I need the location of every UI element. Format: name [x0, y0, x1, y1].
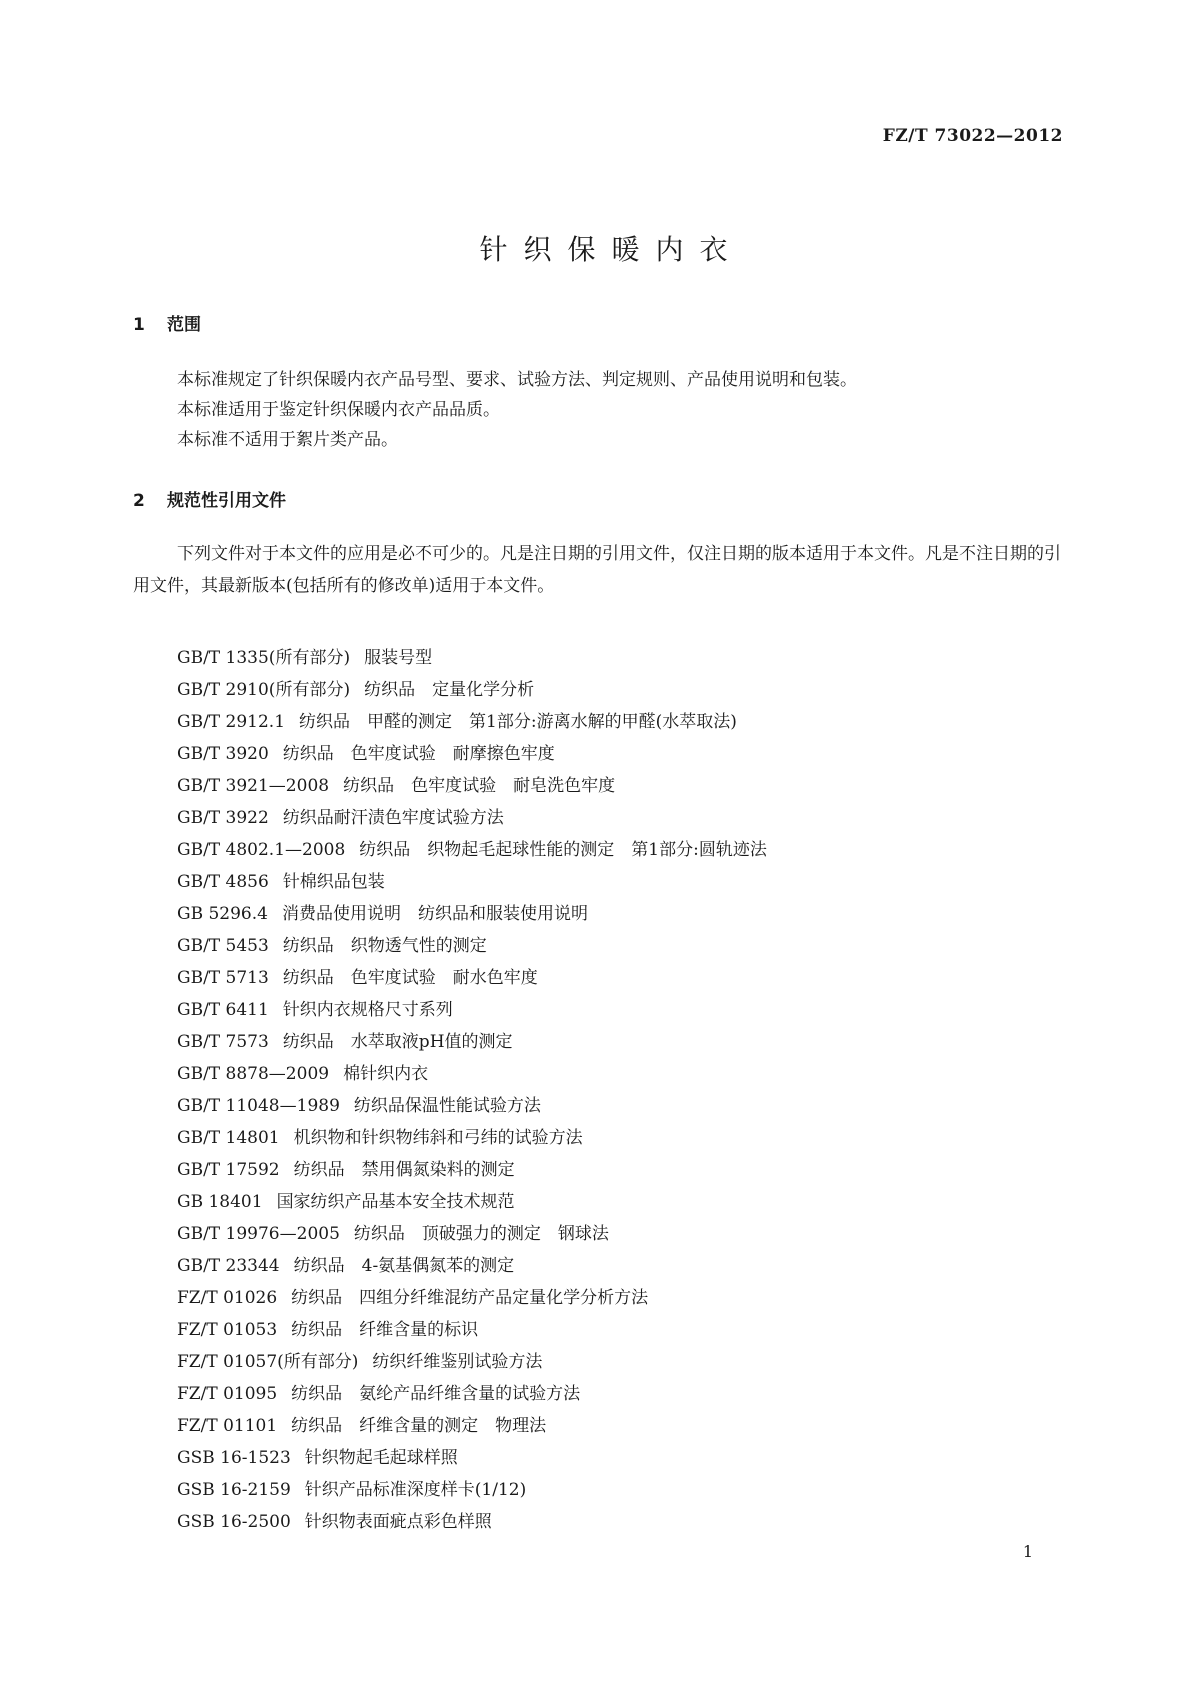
section-title: 范围 — [167, 315, 201, 335]
reference-item — [177, 1122, 767, 1154]
reference-title: 纺织品 纤维含量的测定 物理法 — [291, 1416, 547, 1436]
reference-item — [177, 1250, 767, 1282]
reference-title: 纺织品 色牢度试验 耐摩擦色牢度 — [282, 744, 555, 764]
reference-code: GB/T 4856 — [177, 872, 269, 892]
reference-item — [177, 1314, 767, 1346]
reference-code: GB/T 6411 — [177, 1000, 269, 1020]
reference-item — [177, 1442, 767, 1474]
reference-code: FZ/T 01026 — [177, 1288, 278, 1308]
reference-code: FZ/T 01095 — [177, 1384, 278, 1404]
reference-code: GB/T 4802.1—2008 — [177, 840, 346, 860]
page-number: 1 — [1022, 1542, 1033, 1561]
reference-code: FZ/T 01101 — [177, 1416, 278, 1436]
reference-title: 消费品使用说明 纺织品和服装使用说明 — [281, 904, 588, 924]
reference-item — [177, 1090, 767, 1122]
reference-code: GB/T 14801 — [177, 1128, 280, 1148]
reference-code: GB/T 11048—1989 — [177, 1096, 340, 1116]
reference-item — [177, 930, 767, 962]
reference-item — [177, 1186, 767, 1218]
reference-item — [177, 770, 767, 802]
reference-code: GB/T 3922 — [177, 808, 269, 828]
reference-item — [177, 962, 767, 994]
reference-item — [177, 1058, 767, 1090]
reference-title: 针织内衣规格尺寸系列 — [282, 1000, 453, 1020]
reference-title: 纺织品 织物起毛起球性能的测定 第1部分:圆轨迹法 — [359, 840, 767, 860]
reference-item — [177, 706, 767, 738]
reference-title: 针棉织品包装 — [282, 872, 385, 892]
reference-code: FZ/T 01057(所有部分) — [177, 1352, 359, 1372]
reference-title: 机织物和针织物纬斜和弓纬的试验方法 — [293, 1128, 583, 1148]
reference-item — [177, 1346, 767, 1378]
reference-code: GSB 16-2159 — [177, 1480, 291, 1500]
reference-title: 纺织品 四组分纤维混纺产品定量化学分析方法 — [291, 1288, 649, 1308]
reference-code: GB/T 2912.1 — [177, 712, 286, 732]
reference-code: GSB 16-1523 — [177, 1448, 291, 1468]
reference-title: 服装号型 — [364, 648, 433, 668]
section-number: 2 — [133, 491, 145, 511]
reference-item — [177, 866, 767, 898]
reference-item — [177, 1154, 767, 1186]
section-1-heading — [133, 310, 201, 335]
reference-item — [177, 802, 767, 834]
reference-code: GB 18401 — [177, 1192, 263, 1212]
reference-title: 纺织品 纤维含量的标识 — [291, 1320, 479, 1340]
reference-item — [177, 738, 767, 770]
paragraph: 本标准适用于鉴定针织保暖内衣产品品质。 — [177, 400, 500, 420]
reference-title: 纺织品保温性能试验方法 — [353, 1096, 541, 1116]
reference-item — [177, 1506, 767, 1538]
reference-title: 纺织品 织物透气性的测定 — [282, 936, 487, 956]
document-title: 针织保暖内衣 — [479, 233, 744, 266]
reference-title: 纺织品 甲醛的测定 第1部分:游离水解的甲醛(水萃取法) — [299, 712, 737, 732]
reference-code: GB/T 5453 — [177, 936, 269, 956]
reference-item — [177, 1218, 767, 1250]
reference-code: GB/T 7573 — [177, 1032, 269, 1052]
reference-item — [177, 642, 767, 674]
reference-title: 针织产品标准深度样卡(1/12) — [304, 1480, 527, 1500]
reference-title: 国家纺织产品基本安全技术规范 — [276, 1192, 515, 1212]
reference-title: 纺织品 水萃取液pH值的测定 — [282, 1032, 513, 1052]
reference-code: GB/T 5713 — [177, 968, 269, 988]
reference-item — [177, 1378, 767, 1410]
reference-title: 针织物表面疵点彩色样照 — [304, 1512, 492, 1532]
reference-item — [177, 674, 767, 706]
reference-code: GSB 16-2500 — [177, 1512, 291, 1532]
intro-paragraph: 下列文件对于本文件的应用是必不可少的。凡是注日期的引用文件，仅注日期的版本适用于本文件。凡是不注日期的引用文件，其最新版本(包括所有的修改单)适用于本文件。 — [133, 544, 1061, 596]
reference-code: GB/T 8878—2009 — [177, 1064, 330, 1084]
reference-title: 棉针织内衣 — [343, 1064, 429, 1084]
reference-item — [177, 994, 767, 1026]
reference-item — [177, 898, 767, 930]
section-number: 1 — [133, 315, 145, 335]
reference-code: GB/T 3920 — [177, 744, 269, 764]
reference-code: GB/T 1335(所有部分) — [177, 648, 351, 668]
reference-title: 纺织品 定量化学分析 — [364, 680, 535, 700]
reference-code: GB/T 2910(所有部分) — [177, 680, 351, 700]
reference-code: GB/T 17592 — [177, 1160, 280, 1180]
reference-code: GB/T 19976—2005 — [177, 1224, 340, 1244]
reference-list — [177, 642, 767, 1538]
reference-title: 纺织品 顶破强力的测定 钢球法 — [353, 1224, 609, 1244]
section-title: 规范性引用文件 — [167, 491, 286, 511]
reference-item — [177, 1282, 767, 1314]
reference-title: 纺织品 禁用偶氮染料的测定 — [293, 1160, 515, 1180]
reference-title: 纺织品 色牢度试验 耐水色牢度 — [282, 968, 538, 988]
paragraph: 本标准不适用于絮片类产品。 — [177, 430, 398, 450]
reference-title: 纺织品 氨纶产品纤维含量的试验方法 — [291, 1384, 581, 1404]
reference-item — [177, 834, 767, 866]
reference-code: GB/T 23344 — [177, 1256, 280, 1276]
reference-title: 纺织纤维鉴别试验方法 — [372, 1352, 543, 1372]
reference-code: GB 5296.4 — [177, 904, 268, 924]
reference-title: 纺织品耐汗渍色牢度试验方法 — [282, 808, 504, 828]
reference-item — [177, 1026, 767, 1058]
reference-title: 纺织品 色牢度试验 耐皂洗色牢度 — [343, 776, 616, 796]
reference-title: 针织物起毛起球样照 — [304, 1448, 458, 1468]
standard-code: FZ/T 73022—2012 — [882, 126, 1063, 146]
reference-code: FZ/T 01053 — [177, 1320, 278, 1340]
reference-title: 纺织品 4-氨基偶氮苯的测定 — [293, 1256, 515, 1276]
reference-item — [177, 1410, 767, 1442]
reference-item — [177, 1474, 767, 1506]
section-2-heading — [133, 486, 286, 511]
reference-code: GB/T 3921—2008 — [177, 776, 330, 796]
paragraph: 本标准规定了针织保暖内衣产品号型、要求、试验方法、判定规则、产品使用说明和包装。 — [177, 370, 857, 390]
